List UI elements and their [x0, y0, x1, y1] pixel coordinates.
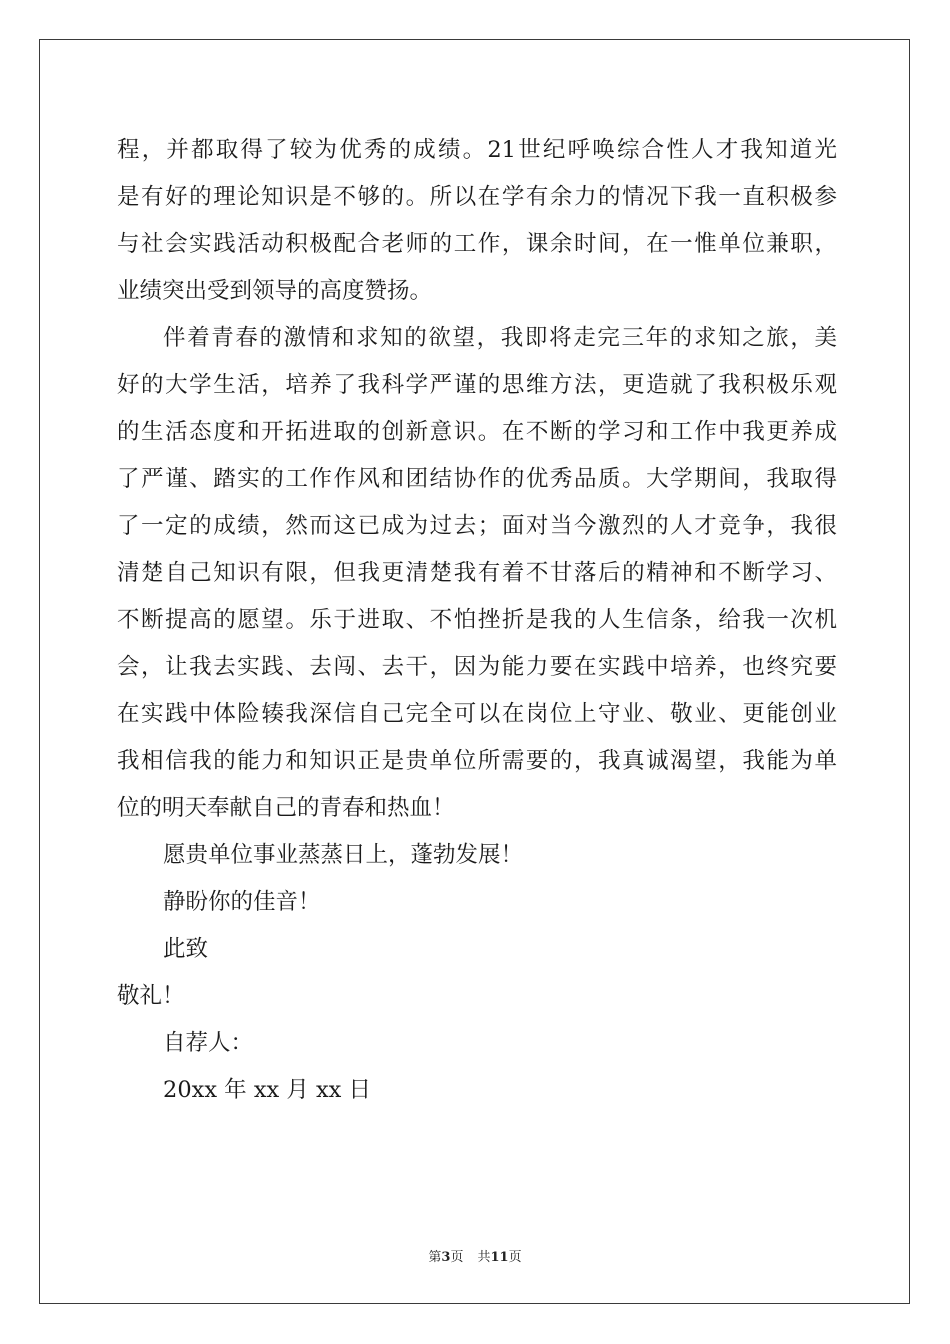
paragraph-line: 在实践中体险辏我深信自己完全可以在岗位上守业、敬业、更能创业 — [117, 701, 837, 727]
footer-page-suffix: 页 — [450, 1250, 464, 1265]
footer-total-prefix: 共 — [477, 1250, 491, 1265]
closing-wish: 愿贵单位事业蒸蒸日上，蓬勃发展！ — [163, 842, 524, 868]
date-line: 20xx 年 xx 月 xx 日 — [163, 1077, 372, 1103]
page-footer — [0, 1246, 950, 1265]
paragraph-line: 的生活态度和开拓进取的创新意识。在不断的学习和工作中我更养成 — [117, 419, 837, 445]
paragraph-line: 位的明天奉献自己的青春和热血！ — [117, 795, 455, 821]
salutation-cizhi: 此致 — [163, 936, 209, 962]
paragraph-line: 是有好的理论知识是不够的。所以在学有余力的情况下我一直积极参 — [117, 184, 837, 210]
footer-total-pages: 11 — [490, 1250, 509, 1265]
paragraph-line: 我相信我的能力和知识正是贵单位所需要的，我真诚渴望，我能为单 — [117, 748, 837, 774]
footer-prefix: 第 — [428, 1250, 442, 1265]
signature-label: 自荐人： — [163, 1030, 254, 1056]
paragraph-line: 伴着青春的激情和求知的欲望，我即将走完三年的求知之旅，美 — [163, 325, 837, 351]
paragraph-line: 清楚自己知识有限，但我更清楚我有着不甘落后的精神和不断学习、 — [117, 560, 837, 586]
paragraph-line: 了严谨、踏实的工作作风和团结协作的优秀品质。大学期间，我取得 — [117, 466, 837, 492]
paragraph-line: 会，让我去实践、去闯、去干，因为能力要在实践中培养，也终究要 — [117, 654, 837, 680]
paragraph-line: 好的大学生活，培养了我科学严谨的思维方法，更造就了我积极乐观 — [117, 372, 837, 398]
footer-total-suffix: 页 — [508, 1250, 522, 1265]
salutation-jingli: 敬礼！ — [117, 983, 185, 1009]
closing-await: 静盼你的佳音！ — [163, 889, 321, 915]
footer-page-number: 3 — [441, 1250, 451, 1265]
paragraph-line: 不断提高的愿望。乐于进取、不怕挫折是我的人生信条，给我一次机 — [117, 607, 837, 633]
paragraph-line: 业绩突出受到领导的高度赞扬。 — [117, 278, 433, 304]
paragraph-line: 与社会实践活动积极配合老师的工作，课余时间，在一惟单位兼职， — [117, 231, 837, 257]
paragraph-line: 了一定的成绩，然而这已成为过去；面对当今激烈的人才竞争，我很 — [117, 513, 837, 539]
paragraph-line: 程，并都取得了较为优秀的成绩。21世纪呼唤综合性人才我知道光 — [117, 137, 837, 163]
letter-body — [117, 127, 837, 1114]
